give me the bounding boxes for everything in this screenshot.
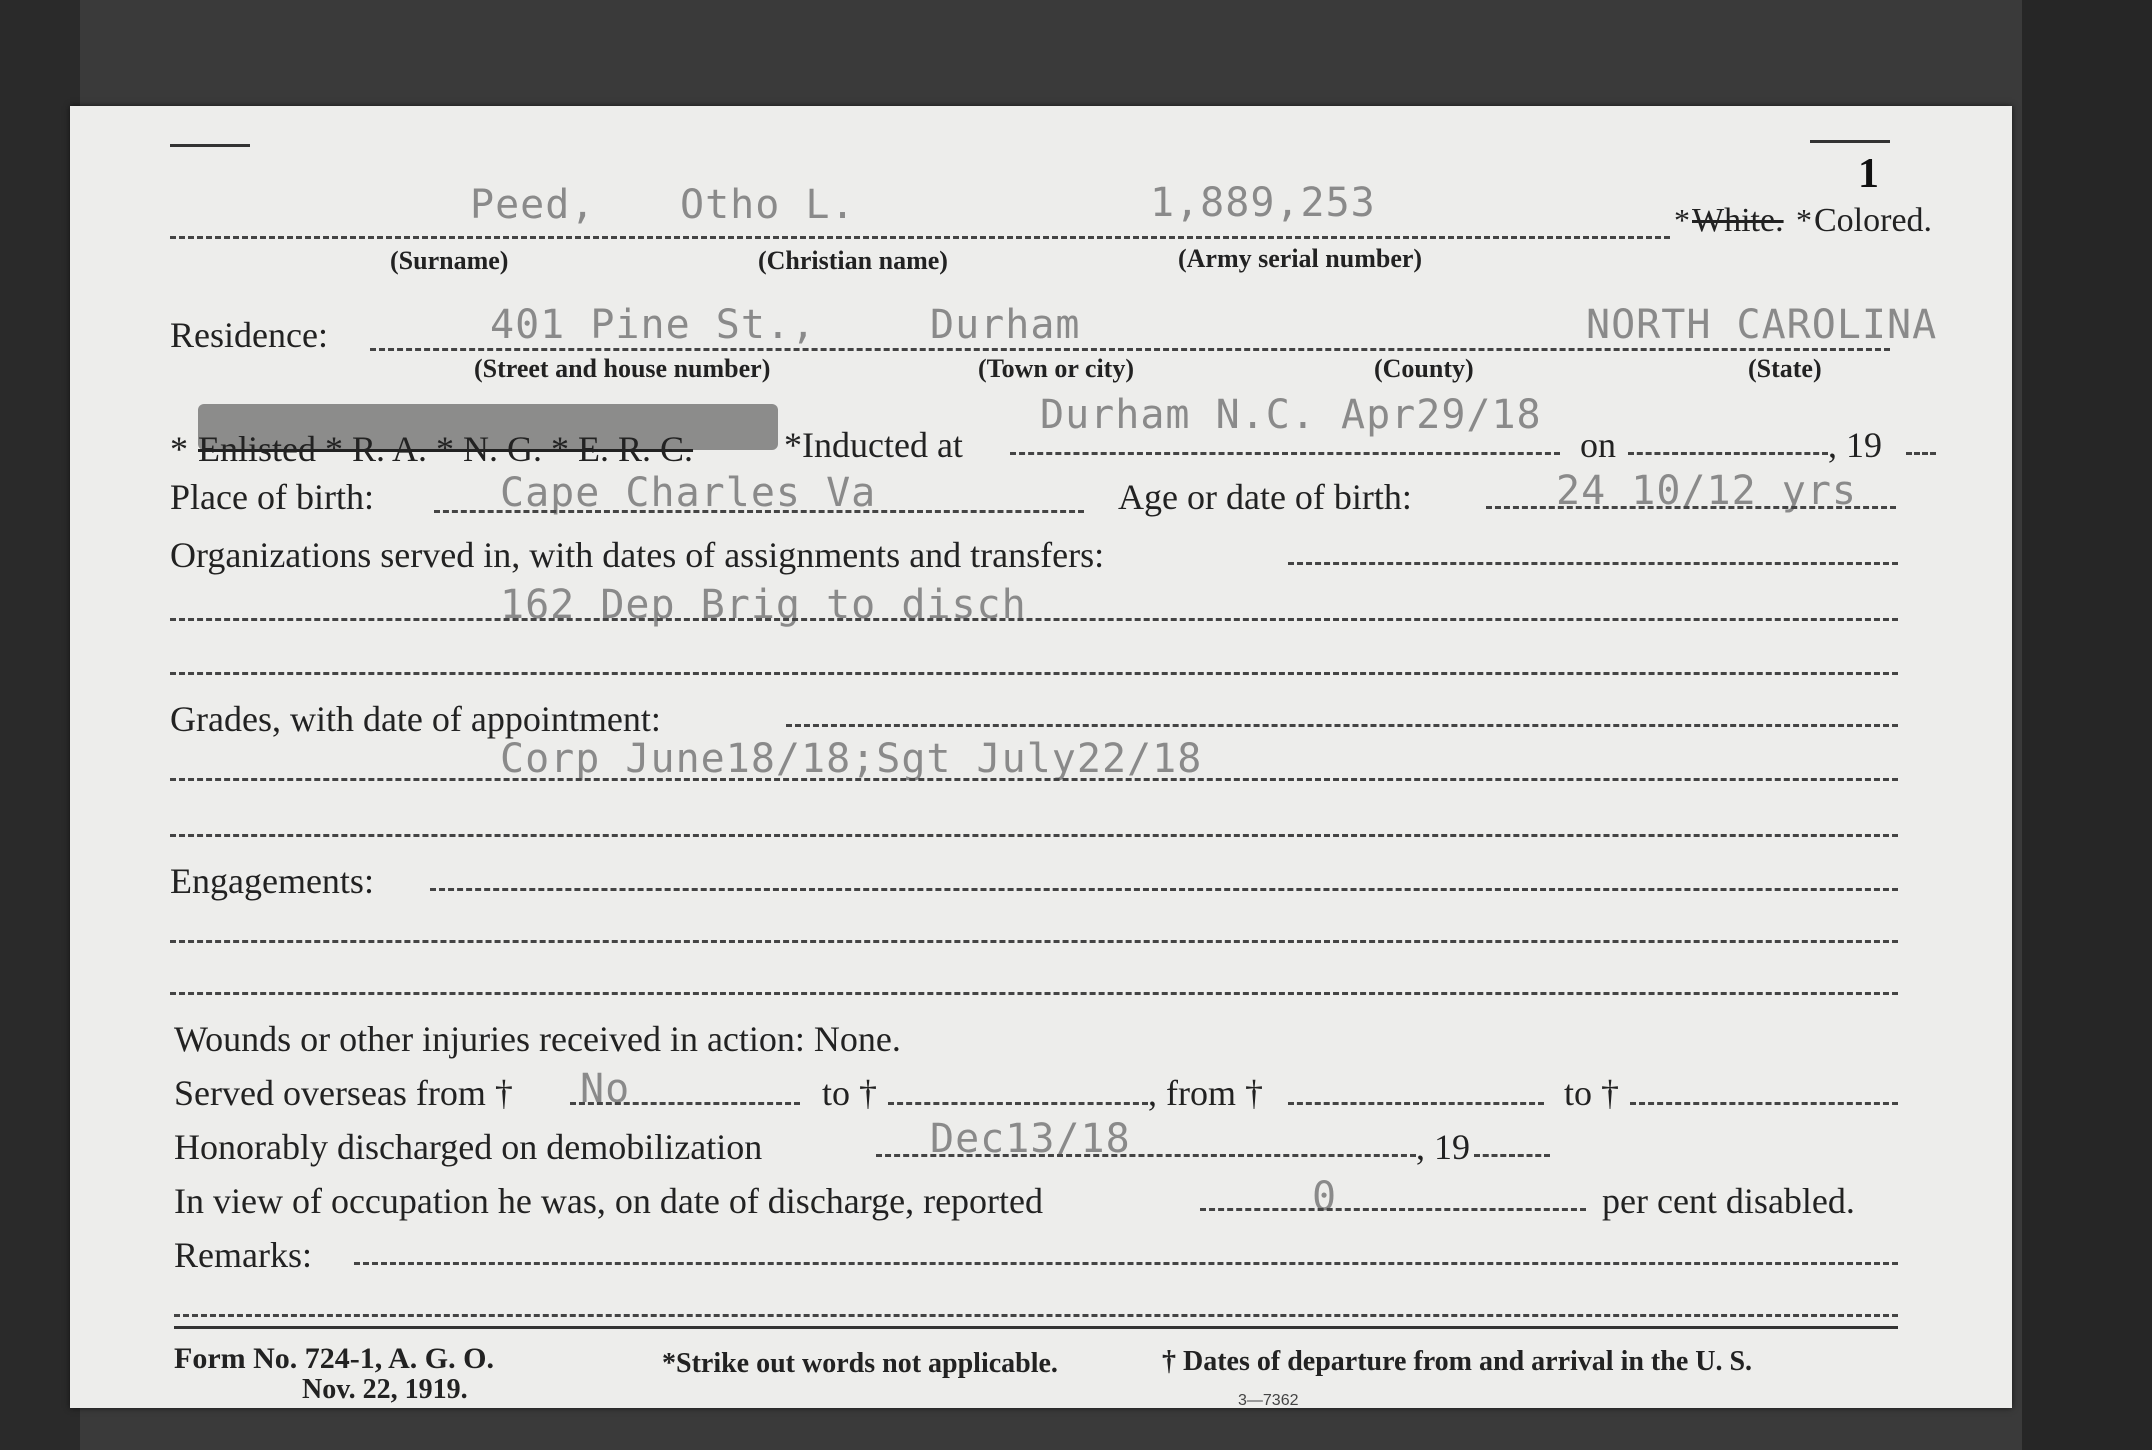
race-white: White. (1692, 202, 1784, 239)
birth-value: Cape Charles Va (500, 470, 877, 516)
remarks-label: Remarks: (174, 1235, 312, 1275)
enlistment-options: Enlisted * R. A. * N. G. * E. R. C. (198, 429, 694, 469)
caption-town: (Town or city) (978, 354, 1134, 383)
caption-street: (Street and house number) (474, 354, 771, 383)
wounds-label: Wounds or other injuries received in action: None. (174, 1019, 901, 1059)
footer-rule (174, 1326, 1898, 1329)
grades-label: Grades, with date of appointment: (170, 699, 661, 739)
race-asterisk-1: * (1674, 202, 1690, 238)
top-left-rule (170, 144, 250, 147)
inducted-line (1010, 452, 1560, 455)
footnote-strike: *Strike out words not applicable. (662, 1348, 1058, 1379)
year-line (1906, 452, 1936, 455)
serial-number-value: 1,889,253 (1150, 180, 1376, 226)
grades-line-1 (786, 724, 1898, 727)
caption-county: (County) (1374, 354, 1474, 383)
residence-label: Residence: (170, 315, 328, 355)
overseas-label: Served overseas from † (174, 1073, 513, 1113)
remarks-line-1 (354, 1262, 1898, 1265)
race-asterisk-2: * (1796, 202, 1812, 238)
caption-surname: (Surname) (390, 246, 509, 275)
engagements-line-3 (170, 992, 1898, 995)
engagements-line-1 (430, 888, 1898, 891)
discharged-label: Honorably discharged on demobilization (174, 1127, 763, 1167)
engagements-label: Engagements: (170, 861, 374, 901)
on-line (1628, 452, 1828, 455)
disability-value: 0 (1312, 1174, 1338, 1220)
orgs-line-3 (170, 672, 1898, 675)
year-prefix: , 19 (1828, 425, 1882, 465)
to-label: to † (822, 1073, 878, 1113)
from-label: , from † (1148, 1073, 1263, 1113)
background-right (2022, 0, 2152, 1450)
inducted-value: Durham N.C. Apr29/18 (1040, 392, 1542, 438)
age-line (1486, 506, 1896, 509)
discharged-line (876, 1154, 1416, 1157)
background-left (0, 0, 80, 1450)
birth-label: Place of birth: (170, 477, 374, 517)
christian-name-value: Otho L. (680, 182, 856, 228)
surname-value: Peed, (470, 182, 596, 228)
overseas-value: No (580, 1066, 631, 1112)
footnote-dates: † Dates of departure from and arrival in the U. S. (1162, 1346, 1753, 1377)
print-code: 3—7362 (1238, 1392, 1299, 1409)
residence-street-value: 401 Pine St., (490, 302, 817, 348)
caption-serial: (Army serial number) (1178, 244, 1423, 273)
caption-christian-name: (Christian name) (758, 246, 948, 275)
on-label: on (1580, 425, 1616, 465)
enlistment-asterisk: * (170, 429, 188, 469)
remarks-line-2 (174, 1314, 1898, 1317)
orgs-line-2 (170, 618, 1898, 621)
discharged-value: Dec13/18 (930, 1116, 1131, 1162)
disability-line (1200, 1208, 1586, 1211)
orgs-label: Organizations served in, with dates of assignments and transfers: (170, 535, 1105, 575)
orgs-value: 162 Dep Brig to disch (500, 582, 1027, 628)
grades-value: Corp June18/18;Sgt July22/18 (500, 736, 1203, 782)
card-number: 1 (1858, 151, 1879, 197)
age-value: 24 10/12 yrs (1556, 468, 1857, 514)
overseas-line-4 (1630, 1102, 1898, 1105)
disability-label: In view of occupation he was, on date of discharge, reported (174, 1181, 1044, 1221)
overseas-line-2 (888, 1102, 1148, 1105)
residence-state-value: NORTH CAROLINA (1586, 302, 1938, 348)
birth-line (434, 510, 1084, 513)
race-colored: Colored. (1814, 202, 1933, 239)
disability-suffix: per cent disabled. (1602, 1181, 1855, 1221)
year-prefix-2: , 19 (1416, 1127, 1470, 1167)
service-record-card (70, 106, 2012, 1408)
discharged-year-line (1474, 1154, 1550, 1157)
overseas-line-1 (570, 1102, 800, 1105)
form-number: Form No. 724-1, A. G. O. (174, 1342, 494, 1375)
residence-city-value: Durham (930, 302, 1081, 348)
grades-line-3 (170, 834, 1898, 837)
residence-line (370, 348, 1890, 351)
caption-state: (State) (1748, 354, 1822, 383)
to-label-2: to † (1564, 1073, 1620, 1113)
top-right-rule (1810, 140, 1890, 143)
engagements-line-2 (170, 940, 1898, 943)
grades-line-2 (170, 778, 1898, 781)
age-label: Age or date of birth: (1118, 477, 1412, 517)
name-line (170, 236, 1670, 239)
inducted-label: *Inducted at (784, 425, 963, 465)
overseas-line-3 (1288, 1102, 1544, 1105)
orgs-line-1 (1288, 562, 1898, 565)
form-date: Nov. 22, 1919. (302, 1374, 468, 1405)
